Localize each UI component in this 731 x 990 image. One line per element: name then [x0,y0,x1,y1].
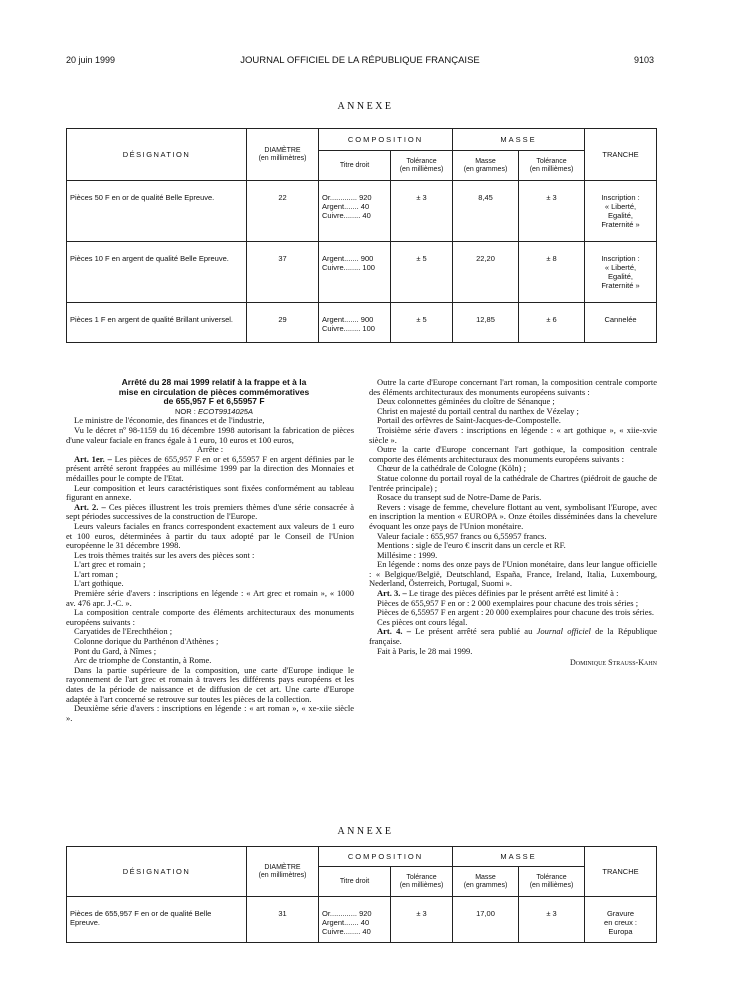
table-row [67,303,657,343]
header-masse-sub: Masse (en grammes) [453,151,519,181]
left-column [66,378,354,723]
article-3: Art. 3. – Le tirage des pièces définies par le présent arrêté est limité à : [377,588,619,599]
list-item: Pont du Gard, à Nîmes ; [74,645,157,656]
header-diametre: DIAMÈTRE (en millimètres) [247,129,319,181]
row-designation: Pièces 1 F en argent de qualité Brillant universel. [67,303,247,343]
list-item: Colonne dorique du Parthénon d'Athènes ; [74,636,219,647]
row-designation: Pièces 50 F en or de qualité Belle Epreuve. [67,181,247,242]
annex-heading: ANNEXE [337,101,394,112]
running-head [66,55,654,69]
row-diametre: 22 [247,181,319,242]
header-composition: COMPOSITION [319,129,453,151]
header-titre-droit: Titre droit [319,867,391,897]
paragraph: Ces pièces ont cours légal. [377,616,468,627]
table-row [67,181,657,242]
paragraph: Revers : visage de femme, chevelure flottant au vent, symbolisant l'Europe, avec en inscription la mention « EUROPA ». Onze étoiles disséminées dans la chevelure évoquant les onze pays de l'Union monétaire. [369,501,657,531]
paragraph: Leurs valeurs faciales en francs correspondent exactement aux valeurs de 1 euro et 100 euros, déterminées à partir du taux adopté par le Conseil de l'Union européenne le 31 décembre 1998. [66,520,354,551]
header-tranche: TRANCHE [585,129,657,181]
row-masse: 17,00 [453,897,519,943]
list-item: Portail des orfèvres de Saint-Jacques-de-Compostelle. [377,415,561,426]
row-tranche: Inscription : « Liberté, Egalité, Fraternité » [585,181,657,242]
row-tolerance-titre: ± 3 [391,181,453,242]
paragraph: Leur composition et leurs caractéristiques sont fixées conformément au tableau figurant en annexe. [66,482,354,503]
row-designation: Pièces 10 F en argent de qualité Belle Epreuve. [67,242,247,303]
header-masse-sub: Masse (en grammes) [453,867,519,897]
article-1: Art. 1er. – Les pièces de 655,957 F en or et 6,55957 F en argent définies par le présent arrêté seront frappées au millésime 1999 par la direction des Monnaies et médailles pour le compte de l'Etat. [66,453,354,483]
list-item: Caryatides de l'Erechthéion ; [74,626,173,637]
header-tolerance-masse: Tolérance (en millièmes) [519,867,585,897]
paragraph: En légende : noms des onze pays de l'Union monétaire, dans leur langue officielle : « Belgique/België, Deutschland, España, France, Ireland, Italia, Luxembourg, Nederland, Österreich, Portugal, Suomi ». [369,559,657,589]
row-tolerance-masse: ± 6 [519,303,585,343]
page-number: 9103 [633,55,654,65]
header-masse: MASSE [453,847,585,867]
paragraph: Mentions : sigle de l'euro € inscrit dans un cercle et RF. [377,540,566,551]
list-item: Statue colonne du portail royal de la cathédrale de Chartres (piédroit de gauche de l'entrée principale) ; [369,472,657,493]
annex-table-1 [66,128,657,343]
row-tolerance-masse: ± 8 [519,242,585,303]
paragraph: Millésime : 1999. [377,549,438,560]
paragraph: La composition centrale comporte des éléments architecturaux des monuments européens suivants : [66,607,354,627]
header-tolerance-masse: Tolérance (en millièmes) [519,151,585,181]
paragraph: Outre la carte d'Europe concernant l'art roman, la composition centrale comporte des éléments architecturaux des monuments européens suivants : [369,377,657,397]
header-designation: DÉSIGNATION [67,129,247,181]
done-at: Fait à Paris, le 28 mai 1999. [377,645,473,656]
row-masse: 8,45 [453,181,519,242]
paragraph: Deuxième série d'avers : inscriptions en légende : « art roman », « xe-xiie siècle ». [66,703,354,723]
list-item: L'art gothique. [74,578,124,589]
row-tolerance-masse: ± 3 [519,181,585,242]
row-diametre: 31 [247,897,319,943]
row-masse: 22,20 [453,242,519,303]
list-item: Deux colonnettes géminées du cloître de Sénanque ; [377,396,555,407]
row-tranche: Inscription : « Liberté, Egalité, Fraternité » [585,242,657,303]
table-row [67,242,657,303]
paragraph: Outre la carte d'Europe concernant l'art gothique, la composition centrale comporte des éléments architecturaux des monuments européens suivants : [369,444,657,464]
table-row [67,897,657,943]
list-item: Arc de triomphe de Constantin, à Rome. [74,655,212,666]
row-tolerance-titre: ± 5 [391,242,453,303]
paragraph: Pièces de 6,55957 F en argent : 20 000 exemplaires pour chacune des trois séries. [377,607,654,618]
row-diametre: 29 [247,303,319,343]
signature: Dominique Strauss-Kahn [569,658,657,668]
arrete-title-line-3: de 655,957 F et 6,55957 F [163,396,265,407]
paragraph: Troisième série d'avers : inscriptions en légende : « art gothique », « xiie-xvie siècle ». [369,424,657,445]
list-item: Chœur de la cathédrale de Cologne (Köln) ; [377,463,526,474]
row-diametre: 37 [247,242,319,303]
paragraph: Pièces de 655,957 F en or : 2 000 exemplaires pour chacune des trois séries ; [377,597,639,608]
arrete-title-line-2: mise en circulation de pièces commémoratives [118,386,310,397]
list-item: Rosace du transept sud de Notre-Dame de Paris. [377,492,542,503]
row-masse: 12,85 [453,303,519,343]
header-tolerance: Tolérance (en millièmes) [391,867,453,897]
paragraph: Première série d'avers : inscriptions en légende : « Art grec et romain », « 1000 av. 476 apr. J.-C. ». [66,588,354,608]
row-tranche: Cannelée [585,303,657,343]
row-tolerance-titre: ± 3 [391,897,453,943]
nor-reference: NOR : ECOT9914025A [175,406,253,416]
row-composition: Argent....... 900 Cuivre........ 100 [319,303,391,343]
row-composition: Or............. 920 Argent....... 40 Cuivre........ 40 [319,181,391,242]
header-diametre: DIAMÈTRE (en millimètres) [247,847,319,897]
header-titre-droit: Titre droit [319,151,391,181]
article-2: Art. 2. – Ces pièces illustrent les trois premiers thèmes d'une série consacrée à sept périodes successives de la construction de l'Europe. [66,501,354,522]
header-designation: DÉSIGNATION [67,847,247,897]
list-item: Christ en majesté du portail central du narthex de Vézelay ; [377,405,579,416]
row-composition: Argent....... 900 Cuivre........ 100 [319,242,391,303]
header-tolerance: Tolérance (en millièmes) [391,151,453,181]
journal-title: JOURNAL OFFICIEL DE LA RÉPUBLIQUE FRANÇAISE [240,55,480,66]
paragraph: Dans la partie supérieure de la composition, une carte d'Europe indique le rayonnement de l'art grec et romain à travers les différents pays européens et les dates de la période de naissance et de diffusion de cet art. Une carte d'Europe adaptée à l'art concerné se retrouve sur toutes les pièces de la collection. [66,664,354,704]
article-4: Art. 4. – Le présent arrêté sera publié au Journal officiel de la République française. [369,626,658,647]
paragraph: Les trois thèmes traités sur les avers des pièces sont : [74,549,255,560]
row-tranche: Gravure en creux : Europa [585,897,657,943]
header-masse: MASSE [453,129,585,151]
arrete-word: Arrête : [196,444,224,455]
row-designation: Pièces de 655,957 F en or de qualité Belle Epreuve. [67,897,247,943]
right-column [369,378,657,668]
row-tolerance-masse: ± 3 [519,897,585,943]
paragraph: Vu le décret nº 98-1159 du 16 décembre 1998 autorisant la fabrication de pièces d'une valeur faciale en francs égale à 1 euro, 10 euros et 100 euros, [66,424,354,445]
paragraph: Valeur faciale : 655,957 francs ou 6,55957 francs. [377,530,547,541]
issue-date: 20 juin 1999 [66,55,116,65]
row-tolerance-titre: ± 5 [391,303,453,343]
arrete-title-line-1: Arrêté du 28 mai 1999 relatif à la frappe et à la [121,377,307,387]
annex-table-2 [66,846,657,943]
annex-heading-2: ANNEXE [337,826,394,837]
header-composition: COMPOSITION [319,847,453,867]
header-tranche: TRANCHE [585,847,657,897]
list-item: L'art grec et romain ; [74,559,146,570]
list-item: L'art roman ; [74,568,119,579]
row-composition: Or............. 920 Argent....... 40 Cuivre........ 40 [319,897,391,943]
paragraph: Le ministre de l'économie, des finances et de l'industrie, [74,415,265,426]
